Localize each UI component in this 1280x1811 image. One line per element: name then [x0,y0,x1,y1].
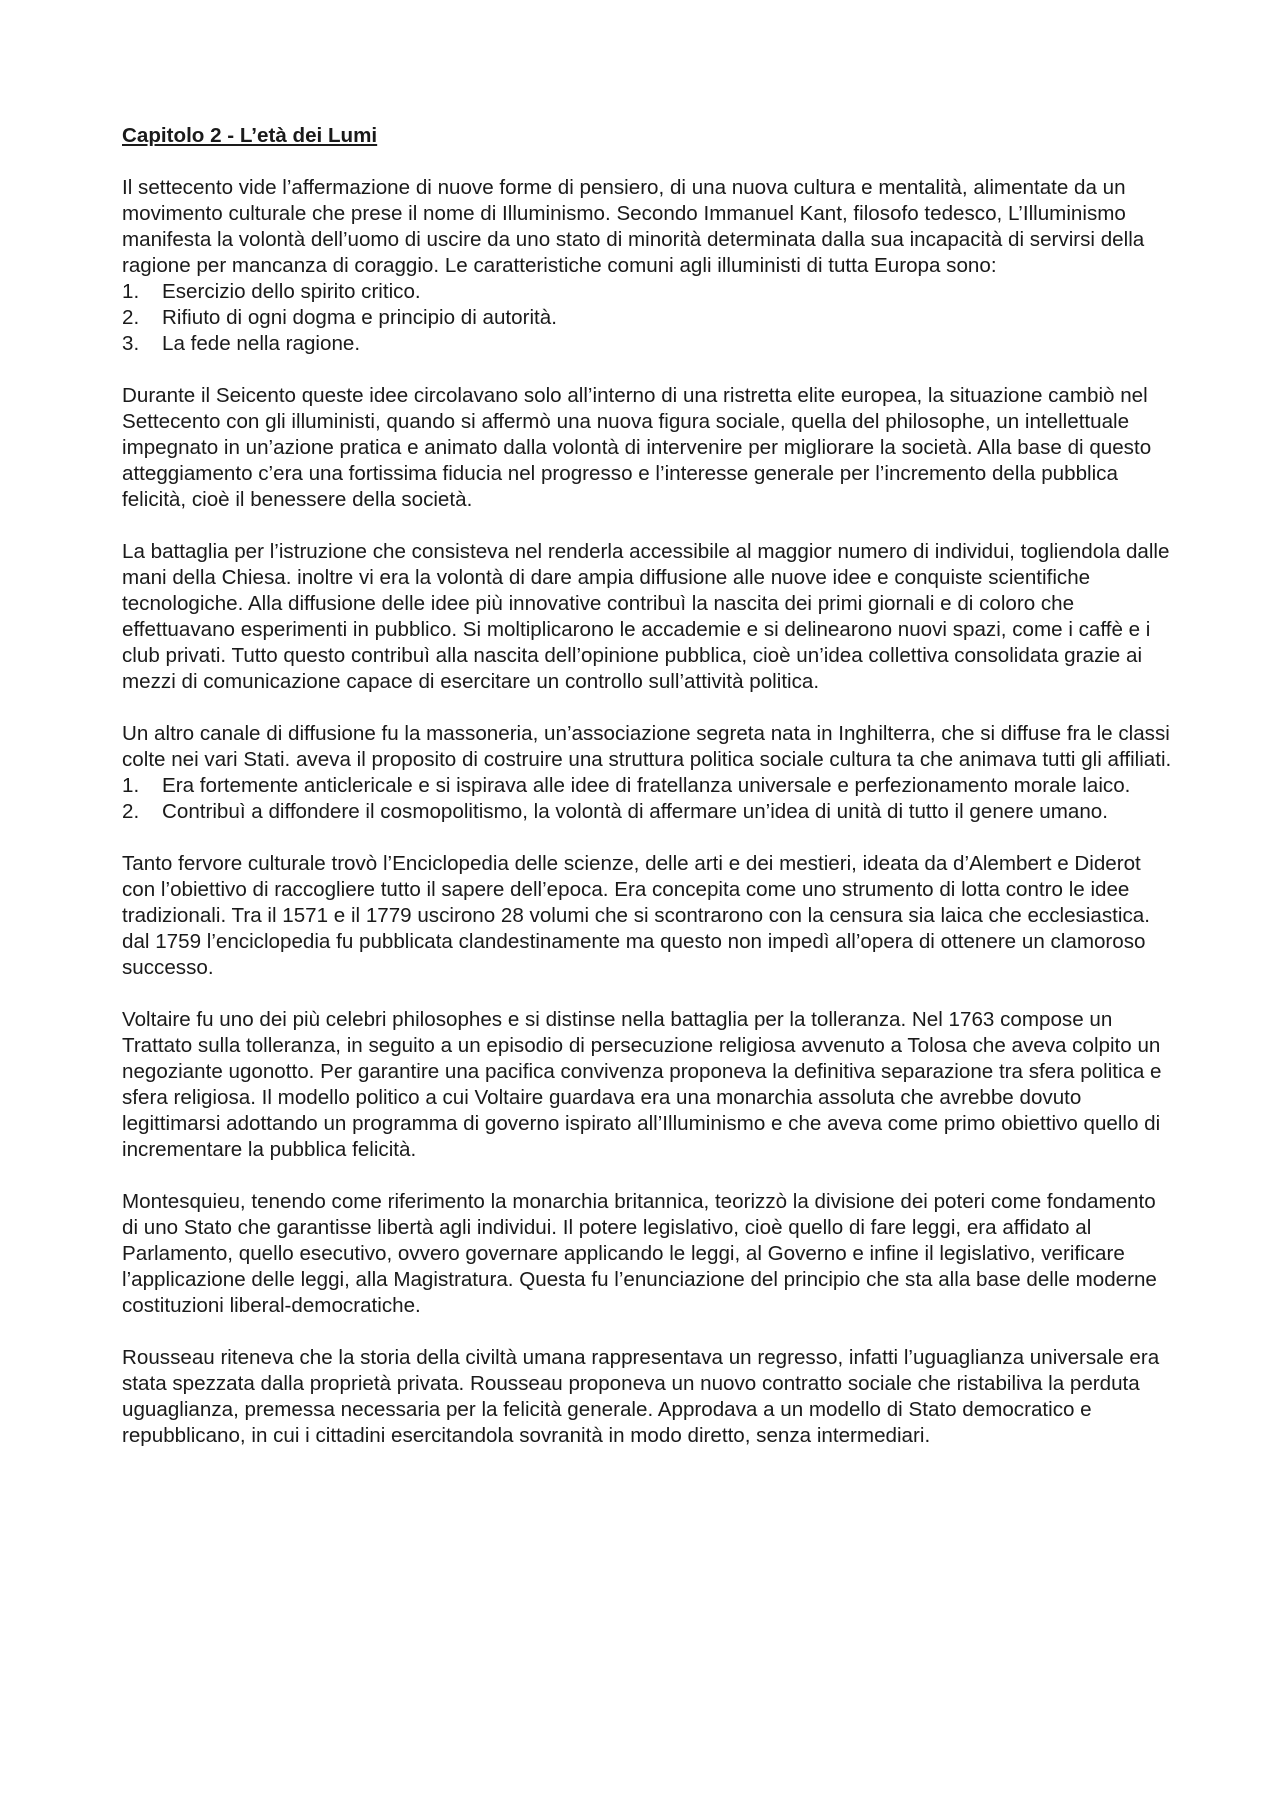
istruzione-paragraph: La battaglia per l’istruzione che consisteva nel renderla accessibile al maggior numero di individui, togliendola dalle mani della Chiesa. inoltre vi era la volontà di dare ampia diffusione alle nuove idee e conquiste scientifiche tecnologiche. Alla diffusione delle idee più innovative contribuì la nascita dei primi giornali e di coloro che effettuavano esperimenti in pubblico. Si moltiplicarono le accademie e si delinearono nuovi spazi, come i caffè e i club privati. Tutto questo contribuì alla nascita dell’opinione pubblica, cioè un’idea collettiva consolidata grazie ai mezzi di comunicazione capace di esercitare un controllo sull’attività politica. [122,540,1170,693]
document-page [122,123,1172,1475]
list-number: 2. [122,800,140,823]
features-list [122,279,1172,357]
intro-paragraph: Il settecento vide l’affermazione di nuove forme di pensiero, di una nuova cultura e mentalità, alimentate da un movimento culturale che prese il nome di Illuminismo. Secondo Immanuel Kant, filosofo tedesco, L’Illuminismo manifesta la volontà dell’uomo di uscire da uno stato di minorità determinata dalla sua incapacità di servirsi della ragione per mancanza di coraggio. Le caratteristiche comuni agli illuministi di tutta Europa sono: [122,176,1145,277]
seicento-paragraph: Durante il Seicento queste idee circolavano solo all’interno di una ristretta elite europea, la situazione cambiò nel Settecento con gli illuministi, quando si affermò una nuova figura sociale, quella del philosophe, un intellettuale impegnato in un’azione pratica e animato dalla volontà di intervenire per migliorare la società. Alla base di questo atteggiamento c’era una fortissima fiducia nel progresso e l’interesse generale per l’incremento della pubblica felicità, cioè il benessere della società. [122,384,1152,511]
massoneria-list [122,773,1172,825]
list-item-text: Era fortemente anticlericale e si ispirava alle idee di fratellanza universale e perfezionamento morale laico. [162,774,1131,797]
enciclopedia-paragraph: Tanto fervore culturale trovò l’Enciclopedia delle scienze, delle arti e dei mestieri, ideata da d’Alembert e Diderot con l’obiettivo di raccogliere tutto il sapere dell’epoca. Era concepita come uno strumento di lotta contro le idee tradizionali. Tra il 1571 e il 1779 uscirono 28 volumi che si scontrarono con la censura sia laica che ecclesiastica. dal 1759 l’enciclopedia fu pubblicata clandestinamente ma questo non impedì all’opera di ottenere un clamoroso successo. [122,852,1150,979]
list-item [122,331,1172,357]
massoneria-paragraph: Un altro canale di diffusione fu la massoneria, un’associazione segreta nata in Inghilterra, che si diffuse fra le classi colte nei vari Stati. aveva il proposito di costruire una struttura politica sociale cultura ta che animava tutti gli affiliati. [122,722,1172,771]
list-item-text: Contribuì a diffondere il cosmopolitismo, la volontà di affermare un’idea di unità di tutto il genere umano. [162,800,1108,823]
list-item [122,799,1172,825]
list-item-text: Esercizio dello spirito critico. [162,280,421,303]
list-item-text: La fede nella ragione. [162,332,361,355]
list-item-text: Rifiuto di ogni dogma e principio di autorità. [162,306,557,329]
voltaire-paragraph: Voltaire fu uno dei più celebri philosophes e si distinse nella battaglia per la tolleranza. Nel 1763 compose un Trattato sulla tolleranza, in seguito a un episodio di persecuzione religiosa avvenuto a Tolosa che aveva colpito un negoziante ugonotto. Per garantire una pacifica convivenza proponeva la definitiva separazione tra sfera politica e sfera religiosa. Il modello politico a cui Voltaire guardava era una monarchia assoluta che avrebbe dovuto legittimarsi adottando un programma di governo ispirato all’Illuminismo e che aveva come primo obiettivo quello di incrementare la pubblica felicità. [122,1008,1162,1161]
list-number: 1. [122,280,140,303]
list-item [122,305,1172,331]
montesquieu-paragraph: Montesquieu, tenendo come riferimento la monarchia britannica, teorizzò la divisione dei poteri come fondamento di uno Stato che garantisse libertà agli individui. Il potere legislativo, cioè quello di fare leggi, era affidato al Parlamento, quello esecutivo, ovvero governare applicando le leggi, al Governo e infine il legislativo, verificare l’applicazione delle leggi, alla Magistratura. Questa fu l’enunciazione del principio che sta alla base delle moderne costituzioni liberal-democratiche. [122,1190,1157,1317]
rousseau-paragraph: Rousseau riteneva che la storia della civiltà umana rappresentava un regresso, infatti l’uguaglianza universale era stata spezzata dalla proprietà privata. Rousseau proponeva un nuovo contratto sociale che ristabiliva la perduta uguaglianza, premessa necessaria per la felicità generale. Approdava a un modello di Stato democratico e repubblicano, in cui i cittadini esercitandola sovranità in modo diretto, senza intermediari. [122,1346,1160,1447]
list-number: 1. [122,774,140,797]
list-number: 3. [122,332,140,355]
chapter-title: Capitolo 2 - L’età dei Lumi [122,124,378,147]
list-item [122,773,1172,799]
list-number: 2. [122,306,140,329]
list-item [122,279,1172,305]
